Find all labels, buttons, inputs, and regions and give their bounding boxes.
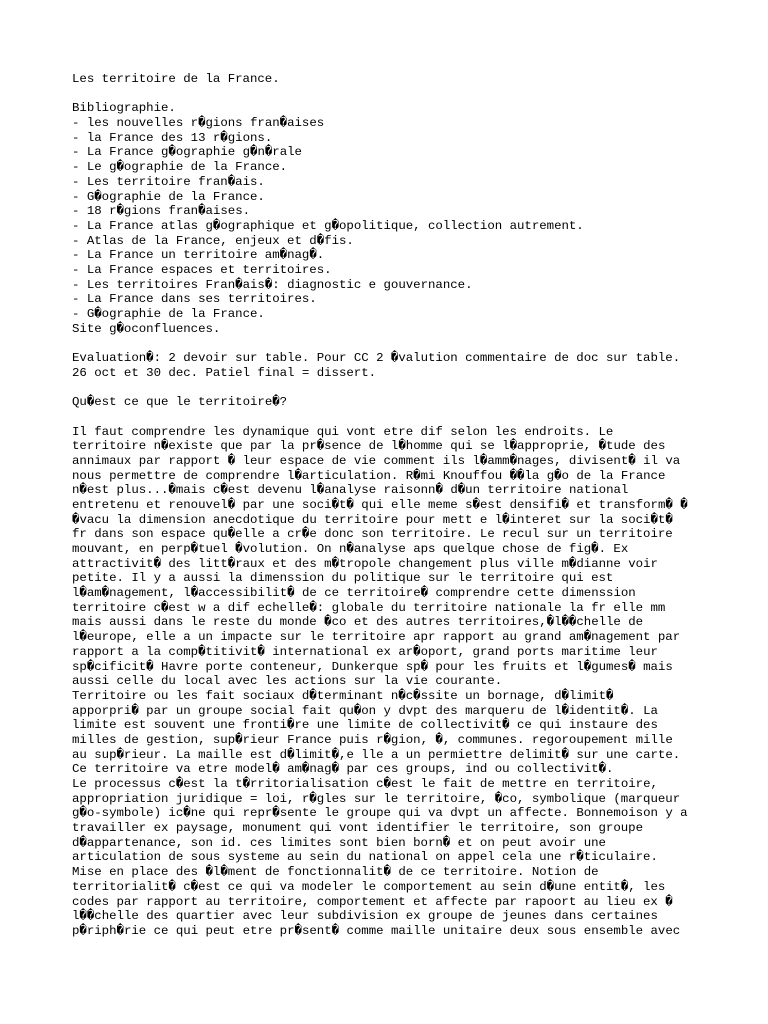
bibliography-item: - Les territoires Fran�ais�: diagnostic e gouvernance. [72, 277, 473, 292]
bibliography-item: - Atlas de la France, enjeux et d�fis. [72, 233, 354, 248]
body-text-line: annimaux par rapport � leur espace de vie comment ils l�amm�nages, divisent� il va [72, 453, 681, 468]
body-text-line: apporpri� par un groupe social fait qu�on y dvpt des marqueru de l�identit�. La [72, 703, 658, 718]
body-text-line: appropriation juridique = loi, r�gles sur le territoire, �co, symbolique (marqueur [72, 791, 681, 806]
body-text-line: p�riph�rie ce qui peut etre pr�sent� comme maille unitaire deux sous ensemble avec [72, 923, 681, 938]
section-question: Qu�est ce que le territoire�? [72, 395, 288, 410]
body-text-line: l�europe, elle a un impacte sur le territoire apr rapport au grand am�nagement par [72, 630, 681, 645]
body-text-line: milles de gestion, sup�rieur France puis r�gion, �, communes. regoroupement mille [72, 732, 673, 747]
body-text-line: limite est souvent une fronti�re une limite de collectivit� ce qui instaure des [72, 718, 658, 733]
body-text-line: articulation de sous systeme au sein du national on appel cela une r�ticulaire. [72, 850, 658, 865]
bibliography-item: - Les territoire fran�ais. [72, 174, 265, 189]
blank-line [72, 87, 732, 102]
body-text-line: sp�cificit� Havre porte conteneur, Dunkerque sp� pour les fruits et l�gumes� mais [72, 659, 673, 674]
body-text-line: mouvant, en perp�tuel �volution. On n�analyse aps quelque chose de fig�. Ex [72, 542, 629, 556]
bibliography-heading: Bibliographie. [72, 101, 176, 116]
blank-line [72, 410, 732, 425]
body-text-line: Ce territoire va etre model� am�nag� par ces groups, ind ou collectivit�. [72, 762, 614, 777]
body-text-line: Territoire ou les fait sociaux d�terminant n�c�ssite un bornage, d�limit� [72, 688, 614, 703]
body-text-line: fr dans son espace qu�elle a cr�e donc son territoire. Le recul sur un territoire [72, 527, 673, 542]
bibliography-item: - G�ographie de la France. [72, 189, 265, 204]
bibliography-item: - La France dans ses territoires. [72, 292, 317, 307]
body-text-line: n�est plus...�mais c�est devenu l�analyse raisonn� d�un territoire national [72, 483, 629, 498]
bibliography-item: - la France des 13 r�gions. [72, 130, 273, 145]
bibliography-item: - La France g�ographie g�n�rale [72, 145, 302, 160]
document-title: Les territoire de la France. [72, 72, 280, 86]
blank-line [72, 380, 732, 395]
bibliography-item: - La France espaces et territoires. [72, 262, 332, 277]
body-text-line: entretenu et renouvel� par une soci�t� qui elle meme s�est densifi� et transform� � [72, 497, 688, 512]
blank-line [72, 336, 732, 351]
bibliography-item: - La France un territoire am�nag�. [72, 248, 325, 263]
body-text-line: rapport a la comp�titivit� international ex ar�oport, grand ports maritime leur [72, 644, 658, 659]
body-text-line: nous permettre de comprendre l�articulation. R�mi Knouffou ��la g�o de la France [72, 468, 666, 483]
body-text-line: attractivit� des litt�raux et des m�tropole changement plus ville m�dianne voir [72, 556, 658, 571]
body-text-line: l��chelle des quartier avec leur subdivision ex groupe de jeunes dans certaines [72, 909, 658, 924]
body-text-line: Il faut comprendre les dynamique qui vont etre dif selon les endroits. Le [72, 424, 614, 439]
evaluation-line: 26 oct et 30 dec. Patiel final = dissert. [72, 365, 377, 380]
body-text-line: petite. Il y a aussi la dimenssion du politique sur le territoire qui est [72, 571, 614, 586]
bibliography-item: - La France atlas g�ographique et g�opolitique, collection autrement. [72, 218, 584, 233]
body-text-line: mais aussi dans le reste du monde �co et des autres territoires,�l��chelle de [72, 615, 644, 630]
evaluation-line: Evaluation�: 2 devoir sur table. Pour CC 2 �valution commentaire de doc sur table. [72, 351, 681, 366]
body-text-line: d�appartenance, son id. ces limites sont bien born� et on peut avoir une [72, 835, 606, 850]
bibliography-item: - G�ographie de la France. [72, 307, 265, 321]
bibliography-item: - 18 r�gions fran�aises. [72, 204, 251, 219]
body-text-line: Le processus c�est la t�rritorialisation c�est le fait de mettre en territoire, [72, 777, 658, 791]
body-text-line: g�o-symbole) ic�ne qui repr�sente le groupe qui va dvpt un affecte. Bonnemoison y a [72, 806, 688, 821]
body-text-line: au sup�rieur. La maille est d�limit�,e lle a un permiettre delimit� sur une carte. [72, 747, 681, 762]
body-text-line: territoire c�est w a dif echelle�: globale du territoire nationale la fr elle mm [72, 600, 666, 615]
body-text-line: l�am�nagement, l�accessibilit� de ce territoire� comprendre cette dimenssion [72, 586, 636, 601]
body-text-line: codes par rapport au territoire, comportement et affecte par rapoort au lieu ex � [72, 894, 673, 909]
body-text-line: Mise en place des �l�ment de fonctionnalit� de ce territoire. Notion de [72, 865, 599, 880]
body-text-line: �vacu la dimension anecdotique du territoire pour mett e l�interet sur la soci�t� [72, 512, 673, 527]
bibliography-item: - les nouvelles r�gions fran�aises [72, 116, 325, 131]
document-page [72, 72, 732, 972]
body-text-line: territorialit� c�est ce qui va modeler le comportement au sein d�une entit�, les [72, 879, 666, 894]
bibliography-site: Site g�oconfluences. [72, 321, 221, 336]
body-text-line: travailler ex paysage, monument qui vont identifier le territoire, son groupe [72, 821, 644, 836]
body-text-line: aussi celle du local avec les actions sur la vie courante. [72, 674, 503, 689]
bibliography-item: - Le g�ographie de la France. [72, 160, 288, 175]
body-text-line: territoire n�existe que par la pr�sence de l�homme qui se l�approprie, �tude des [72, 439, 666, 454]
